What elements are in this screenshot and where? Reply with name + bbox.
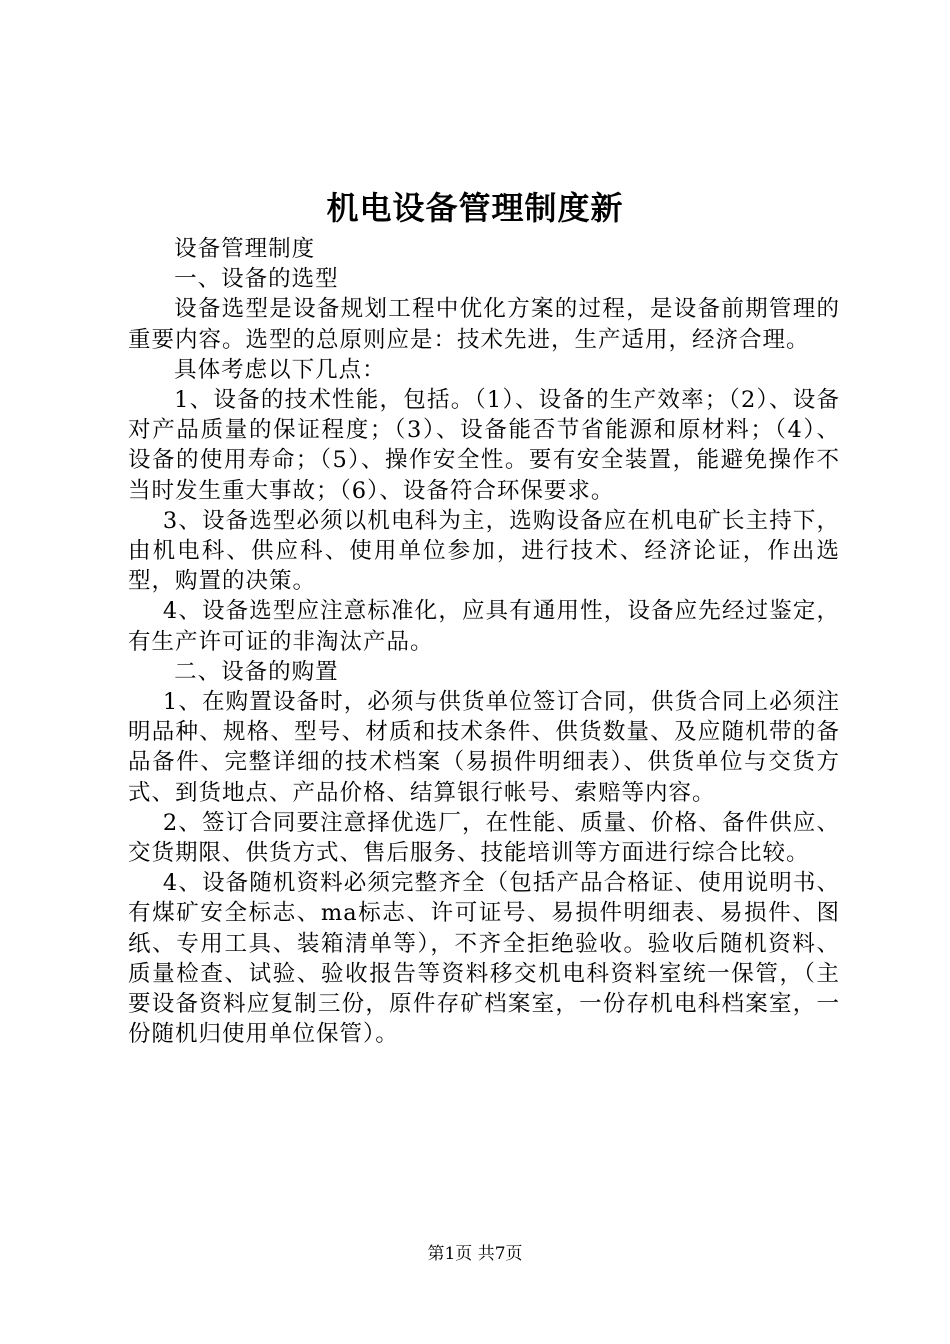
- paragraph-purchase-4: 4、设备随机资料必须完整齐全（包括产品合格证、使用说明书、有煤矿安全标志、ma标志、许可证号、易损件明细表、易损件、图纸、专用工具、装箱清单等），不齐全拒绝验收。验收后随机资料、质量检查、试验、验收报告等资料移交机电科资料室统一保管，（主要设备资料应复制三份，原件存矿档案室，一份存机电科档案室，一份随机归使用单位保管）。: [128, 870, 840, 1048]
- page-footer: 第1页 共7页: [427, 1244, 523, 1264]
- paragraph-considerations: 具体考虑以下几点：: [174, 356, 386, 383]
- paragraph-item-1: 1、设备的技术性能，包括。（1）、设备的生产效率；（2）、设备对产品质量的保证程度；（3）、设备能否节省能源和原材料；（4）、设备的使用寿命；（5）、操作安全性。要有安全装置，能避免操作不当时发生重大事故；（6）、设备符合环保要求。: [128, 387, 840, 504]
- paragraph-purchase-2: 2、签订合同要注意择优选厂，在性能、质量、价格、备件供应、交货期限、供货方式、售后服务、技能培训等方面进行综合比较。: [128, 809, 840, 867]
- section-heading-purchase: 二、设备的购置: [174, 658, 339, 685]
- paragraph-item-3: 3、设备选型必须以机电科为主，选购设备应在机电矿长主持下，由机电科、供应科、使用单位参加，进行技术、经济论证，作出选型，购置的决策。: [128, 507, 840, 595]
- paragraph-purchase-1: 1、在购置设备时，必须与供货单位签订合同，供货合同上必须注明品种、规格、型号、材质和技术条件、供货数量、及应随机带的备品备件、完整详细的技术档案（易损件明细表）、供货单位与交货方式、到货地点、产品价格、结算银行帐号、索赔等内容。: [128, 689, 840, 806]
- document-body: [128, 234, 840, 1049]
- document-title: 机电设备管理制度新: [326, 189, 624, 227]
- paragraph-selection-intro: 设备选型是设备规划工程中优化方案的过程，是设备前期管理的重要内容。选型的总原则应是：技术先进，生产适用，经济合理。: [128, 296, 840, 353]
- section-heading-selection: 一、设备的选型: [174, 266, 339, 293]
- paragraph-heading-system: 设备管理制度: [174, 236, 316, 262]
- paragraph-item-4: 4、设备选型应注意标准化，应具有通用性，设备应先经过鉴定，有生产许可证的非淘汰产品。: [128, 598, 840, 655]
